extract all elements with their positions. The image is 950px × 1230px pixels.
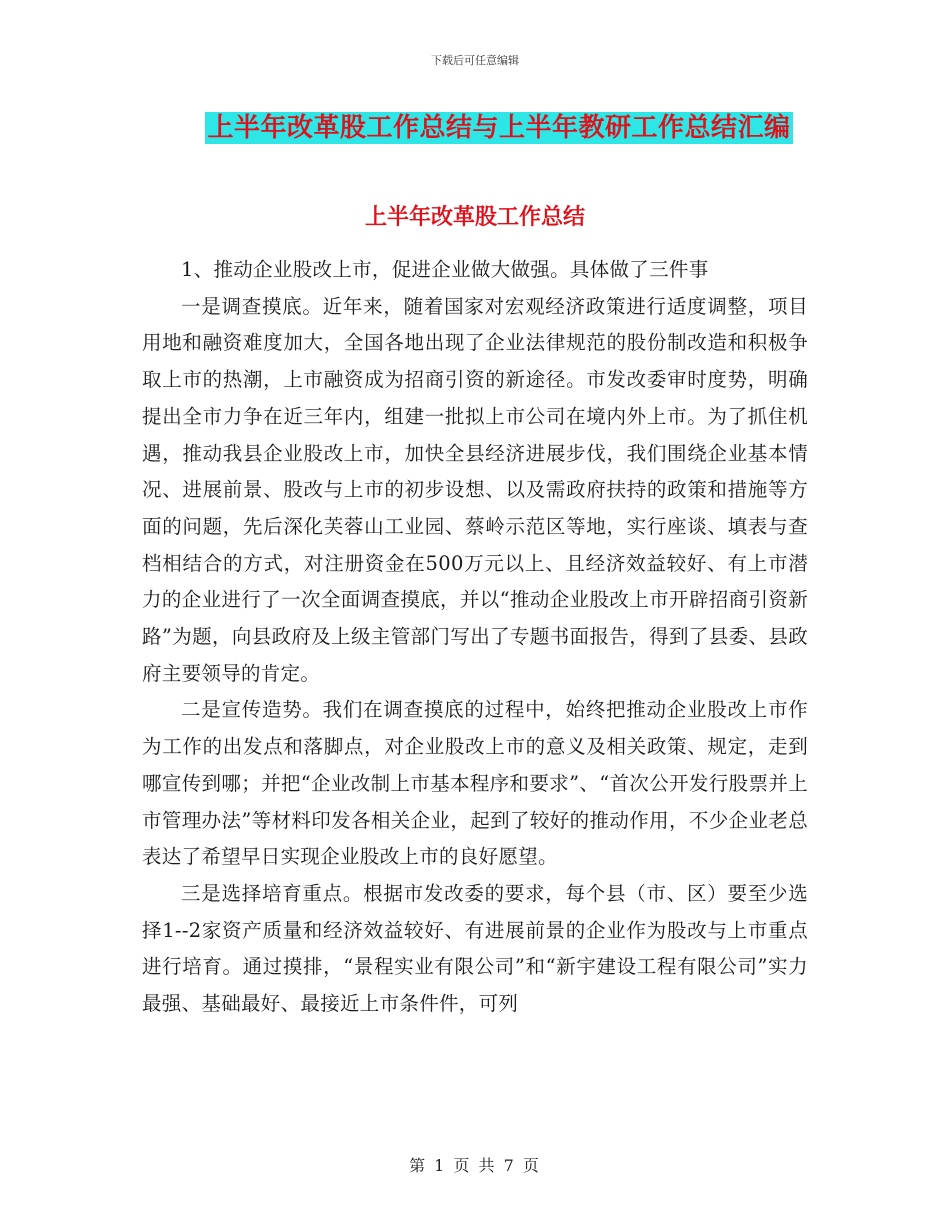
document-main-title: 上半年改革股工作总结与上半年教研工作总结汇编 xyxy=(207,113,791,143)
paragraph-3: 二是宣传造势。我们在调查摸底的过程中，始终把推动企业股改上市作为工作的出发点和落脚点，对企业股改上市的意义及相关政策、规定，走到哪宣传到哪；并把“企业改制上市基本程序和要求”、“首次公开发行股票并上市管理办法”等材料印发各相关企业，起到了较好的推动作用，不少企业老总表达了希望早日实现企业股改上市的良好愿望。 xyxy=(142,698,808,869)
main-title-container xyxy=(0,112,950,144)
page-number-footer: 第 1 页 共 7 页 xyxy=(409,1156,541,1175)
document-body xyxy=(142,252,808,1023)
paragraph-4: 三是选择培育重点。根据市发改委的要求，每个县（市、区）要至少选择1--2家资产质量和经济效益较好、有进展前景的企业作为股改与上市重点进行培育。通过摸排，“景程实业有限公司”和“新宇建设工程有限公司”实力最强、基础最好、最接近上市条件件，可列 xyxy=(142,881,808,1016)
page-header-note: 下载后可任意编辑 xyxy=(431,54,519,67)
paragraph-2: 一是调查摸底。近年来，随着国家对宏观经济政策进行适度调整，项目用地和融资难度加大，全国各地出现了企业法律规范的股份制改造和积极争取上市的热潮，上市融资成为招商引资的新途径。市发改委审时度势，明确提出全市力争在近三年内，组建一批拟上市公司在境内外上市。为了抓住机遇，推动我县企业股改上市，加快全县经济进展步伐，我们围绕企业基本情况、进展前景、股改与上市的初步设想、以及需政府扶持的政策和措施等方面的问题，先后深化芙蓉山工业园、蔡岭示范区等地，实行座谈、填表与查档相结合的方式，对注册资金在500万元以上、且经济效益较好、有上市潜力的企业进行了一次全面调查摸底，并以“推动企业股改上市开辟招商引资新路”为题，向县政府及上级主管部门写出了专题书面报告，得到了县委、县政府主要领导的肯定。 xyxy=(142,294,808,685)
paragraph-1: 1、推动企业股改上市，促进企业做大做强。具体做了三件事 xyxy=(181,258,709,281)
section-title: 上半年改革股工作总结 xyxy=(364,204,585,230)
